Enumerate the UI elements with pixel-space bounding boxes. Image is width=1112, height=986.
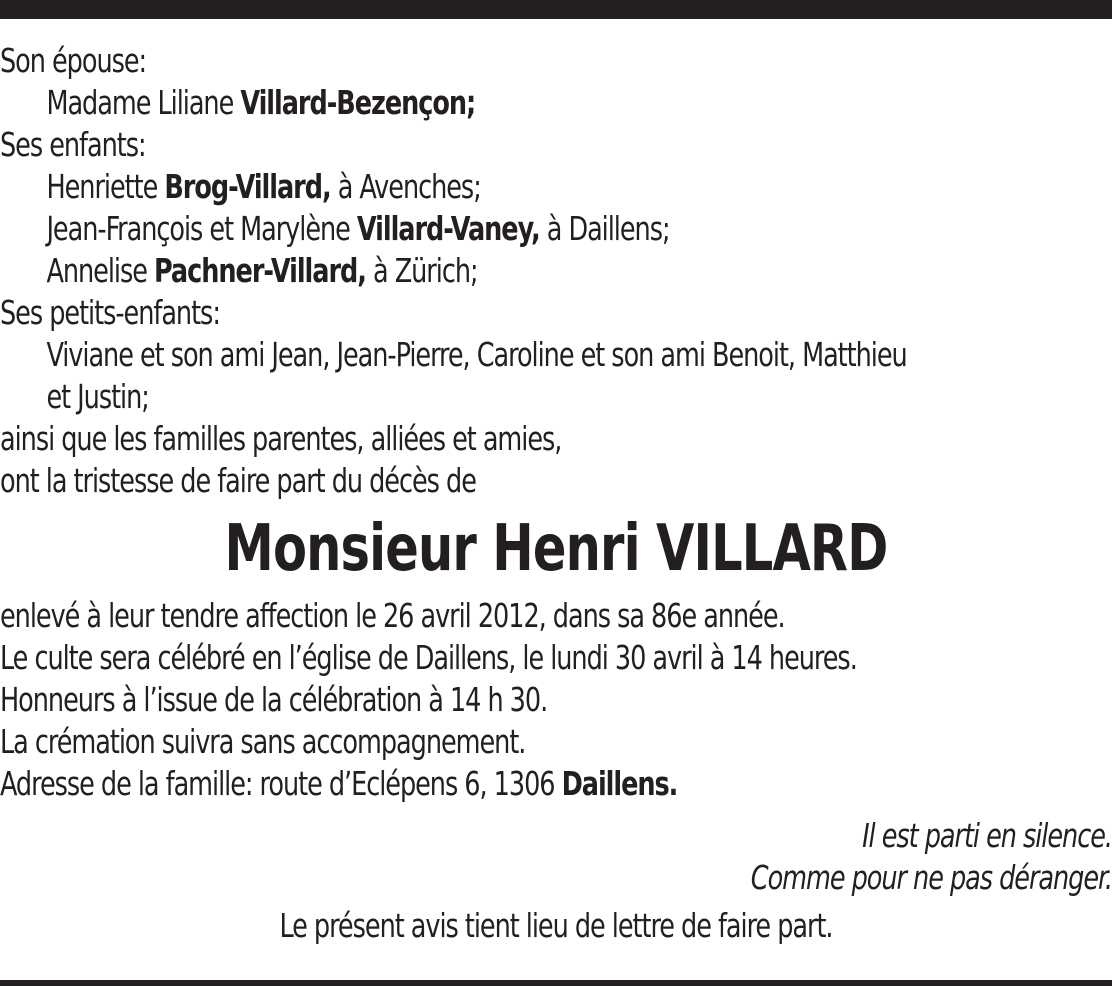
child-entry	[0, 250, 1112, 292]
detail-line: La crémation suivra sans accompagnement.	[0, 722, 526, 761]
spouse-heading: Son épouse:	[0, 41, 147, 80]
quote-line-1: Il est parti en silence.	[862, 816, 1112, 855]
children-heading: Ses enfants:	[0, 125, 146, 164]
announce-line: ont la tristesse de faire part du décès de	[0, 461, 476, 500]
detail-line: enlevé à leur tendre affection le 26 avril 2012, dans sa 86e année.	[0, 596, 785, 635]
child-first-name: Jean-François et Marylène	[46, 209, 357, 248]
bottom-rule	[0, 980, 1112, 986]
families-line: ainsi que les familles parentes, alliées et amies,	[0, 419, 562, 458]
spouse-surname: Villard-Bezençon;	[240, 83, 476, 122]
address-town: Daillens.	[561, 764, 678, 803]
address-line	[0, 763, 1112, 805]
address-text: Adresse de la famille: route d’Eclépens 6, 1306	[0, 764, 562, 803]
child-location: à Daillens;	[539, 209, 670, 248]
detail-line: Le culte sera célébré en l’église de Daillens, le lundi 30 avril à 14 heures.	[0, 638, 857, 677]
child-entry	[0, 166, 1112, 208]
top-rule	[0, 0, 1112, 19]
detail-line: Honneurs à l’issue de la célébration à 14 h 30.	[0, 680, 548, 719]
spouse-name	[0, 82, 1112, 124]
footer-note: Le présent avis tient lieu de lettre de faire part.	[279, 906, 833, 945]
child-location: à Zürich;	[365, 251, 478, 290]
obituary-notice	[0, 40, 1112, 947]
grandchildren-heading: Ses petits-enfants:	[0, 293, 220, 332]
child-surname: Villard-Vaney,	[356, 209, 540, 248]
child-surname: Pachner-Villard,	[154, 251, 366, 290]
child-location: à Avenches;	[330, 167, 481, 206]
quote-line-2: Comme pour ne pas déranger.	[750, 858, 1112, 897]
child-first-name: Henriette	[46, 167, 165, 206]
grandchildren-line-2: et Justin;	[46, 377, 149, 416]
child-first-name: Annelise	[46, 251, 155, 290]
deceased-name: Monsieur Henri VILLARD	[224, 512, 888, 586]
grandchildren-line-1: Viviane et son ami Jean, Jean-Pierre, Caroline et son ami Benoit, Matthieu	[46, 335, 907, 374]
child-entry	[0, 208, 1112, 250]
spouse-name-prefix: Madame Liliane	[46, 83, 241, 122]
child-surname: Brog-Villard,	[164, 167, 331, 206]
